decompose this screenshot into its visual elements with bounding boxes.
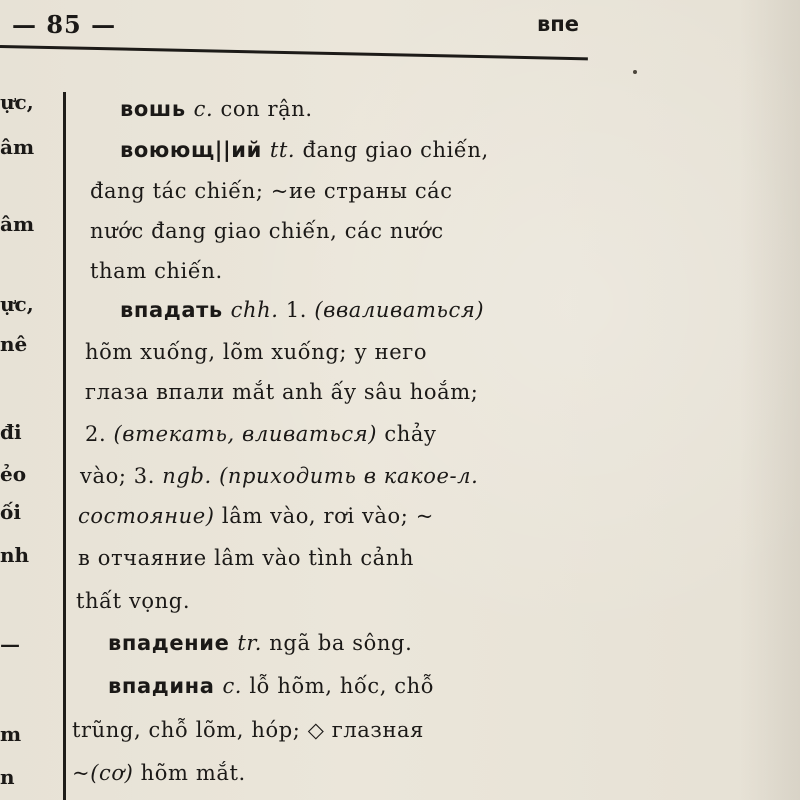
- entry-text: lỗ hõm, hốc, chỗ: [242, 674, 435, 698]
- italic-text: c.: [222, 674, 243, 698]
- italic-text: (втекать, вливаться): [113, 422, 378, 446]
- entry-text: hõm xuống, lõm xuống; у него: [85, 340, 428, 364]
- entry-text: lâm vào, rơi vào; ~: [214, 504, 434, 528]
- entry-text: глаза впали mắt anh ấy sâu hoắm;: [85, 380, 479, 404]
- italic-text: (cơ): [90, 761, 134, 785]
- text-line: [72, 717, 424, 743]
- text-line: [108, 630, 412, 656]
- entry-text: hõm mắt.: [133, 761, 246, 785]
- left-fragment: ực,: [0, 90, 34, 114]
- entry-text: trũng, chỗ lõm, hóp; ◇ глазная: [72, 718, 425, 742]
- entry-text: đang giao chiến,: [295, 138, 489, 162]
- left-fragment: ực,: [0, 292, 34, 316]
- text-line: [78, 503, 434, 529]
- left-fragment: nh: [0, 543, 30, 567]
- entry-text: [212, 464, 219, 488]
- left-fragment: ối: [0, 500, 21, 524]
- italic-text: (вваливаться): [314, 298, 485, 322]
- text-line: [120, 96, 313, 122]
- entry-text: đang tác chiến; ~ие страны các: [90, 179, 453, 203]
- headword-text: воюющ||ий: [120, 138, 270, 162]
- text-line: [85, 339, 427, 365]
- italic-text: c.: [193, 97, 214, 121]
- running-head: [0, 8, 600, 44]
- entry-text: 1.: [278, 298, 315, 322]
- headword-text: впадина: [108, 674, 223, 698]
- left-fragment: âm: [0, 212, 35, 236]
- page-shadow: [740, 0, 800, 800]
- text-line: [80, 463, 478, 489]
- italic-text: (приходить в какое-л.: [219, 464, 479, 488]
- headword-text: впадать: [120, 298, 231, 322]
- column-divider: [63, 92, 66, 800]
- italic-text: tt.: [269, 138, 296, 162]
- left-fragment: —: [0, 632, 20, 656]
- entry-text: thất vọng.: [76, 589, 191, 613]
- left-fragment: ẻo: [0, 462, 27, 486]
- left-fragment: nê: [0, 332, 28, 356]
- left-fragment: đi: [0, 420, 22, 444]
- italic-text: tr.: [237, 631, 263, 655]
- text-line: [85, 421, 436, 447]
- entry-text: в отчаяние lâm vào tình cảnh: [78, 546, 415, 570]
- text-line: [72, 760, 246, 786]
- entry-text: ngã ba sông.: [262, 631, 413, 655]
- entry-text: chảy: [377, 422, 437, 446]
- left-fragment: âm: [0, 135, 35, 159]
- text-line: [85, 379, 478, 405]
- entry-text: nước đang giao chiến, các nước: [90, 219, 444, 243]
- paper-speck: [633, 70, 637, 74]
- left-fragment: n: [0, 765, 15, 789]
- guide-word: впе: [537, 12, 580, 36]
- italic-text: состояние): [78, 504, 215, 528]
- italic-text: chh.: [230, 298, 279, 322]
- entry-text: ~: [72, 761, 91, 785]
- entry-text: con rận.: [213, 97, 313, 121]
- left-fragment: m: [0, 722, 22, 746]
- headword-text: вошь: [120, 97, 194, 121]
- text-line: [90, 258, 223, 284]
- text-line: [78, 545, 414, 571]
- text-line: [90, 178, 453, 204]
- text-line: [120, 137, 489, 163]
- entry-text: 2.: [85, 422, 114, 446]
- text-line: [108, 673, 434, 699]
- text-line: [76, 588, 190, 614]
- page-number: — 85 —: [12, 10, 117, 39]
- entry-text: vào; 3.: [80, 464, 163, 488]
- italic-text: ngb.: [162, 464, 212, 488]
- entry-text: tham chiến.: [90, 259, 223, 283]
- header-rule: [0, 45, 588, 60]
- text-line: [120, 297, 484, 323]
- headword-text: впадение: [108, 631, 238, 655]
- text-line: [90, 218, 444, 244]
